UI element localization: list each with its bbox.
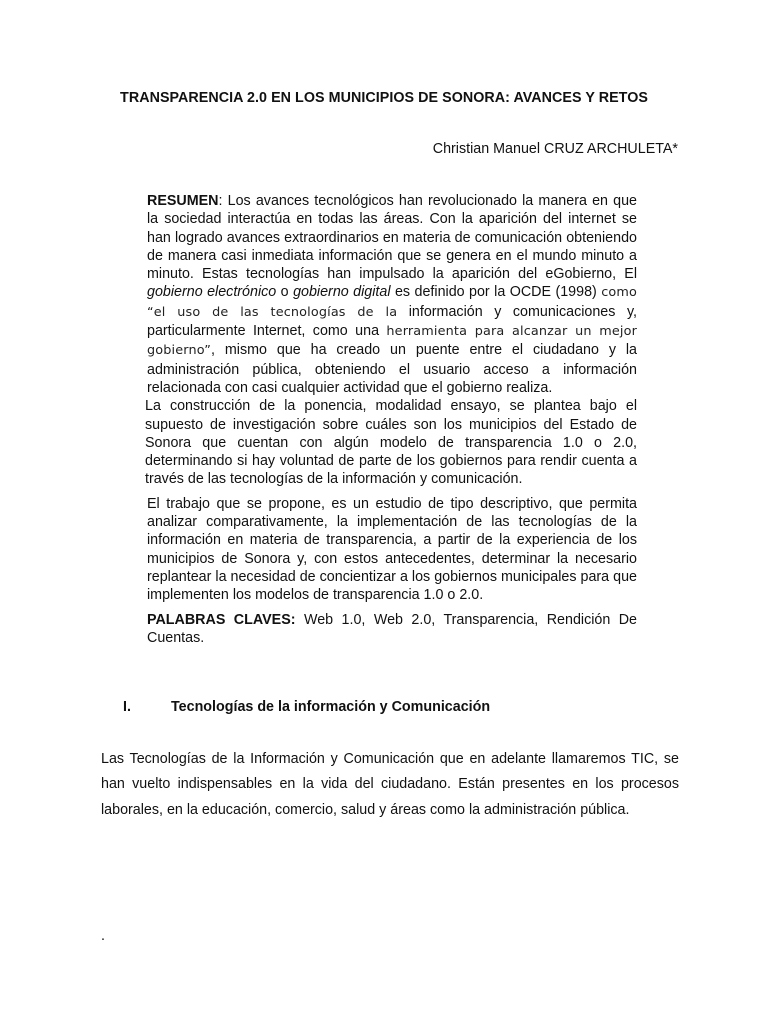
abstract-text: o [276, 284, 294, 301]
italic-term: gobierno digital [293, 284, 391, 301]
paper-title: TRANSPARENCIA 2.0 EN LOS MUNICIPIOS DE SONORA: AVANCES Y RETOS [120, 90, 648, 106]
abstract [147, 192, 637, 647]
keywords-text: Web 1.0, Web 2.0, Transparencia, Rendición De Cuentas. [147, 611, 638, 646]
abstract-paragraph-1 [147, 192, 637, 397]
author-name: Christian Manuel CRUZ ARCHULETA* [432, 141, 678, 157]
page-dot: . [101, 928, 105, 944]
body-text [101, 747, 679, 823]
abstract-text: : Los avances tecnológicos han revolucionado la manera en que la sociedad interactúa en todas las áreas. Con la aparición del internet se han logrado avances extraordinarios en materia de comunicación obteniendo de manera casi inmediata información que se genera en el mundo minuto a minuto. Estas tecnologías han impulsado la aparición del eGobierno, El [147, 193, 637, 283]
section-heading [123, 699, 490, 715]
section-number: I. [123, 699, 131, 715]
abstract-paragraph-2: La construcción de la ponencia, modalidad ensayo, se plantea bajo el supuesto de investigación sobre cuáles son los municipios del Estado de Sonora que cuentan con algún modelo de transparencia 1.0 o 2.0, determinando si hay voluntad de parte de los gobiernos para rendir cuenta a través de las tecnologías de la información y comunicación. [145, 398, 637, 488]
abstract-label: RESUMEN [147, 193, 219, 209]
abstract-text: , mismo que ha creado un puente entre el ciudadano y la administración pública, obteniendo el usuario acceso a información relacionada con casi cualquier actividad que el gobierno realiza. [147, 342, 637, 396]
quoted-definition: como “el uso de las tecnologías de la [147, 285, 637, 320]
keywords [147, 611, 637, 648]
italic-term: gobierno electrónico [147, 284, 277, 301]
body-paragraph: Las Tecnologías de la Información y Comunicación que en adelante llamaremos TIC, se han vuelto indispensables en la vida del ciudadano. Están presentes en los procesos laborales, en la educación, comercio, salud y áreas como la administración pública. [101, 751, 679, 818]
abstract-text: es definido por la OCDE (1998) [390, 284, 602, 301]
abstract-text: información y comunicaciones y, particularmente Internet, como una [147, 303, 638, 340]
quoted-definition: herramienta para alcanzar un mejor gobierno” [147, 324, 637, 359]
section-title: Tecnologías de la información y Comunicación [171, 699, 491, 715]
keywords-label: PALABRAS CLAVES: [147, 611, 296, 628]
abstract-paragraph-3: El trabajo que se propone, es un estudio de tipo descriptivo, que permita analizar comparativamente, la implementación de las tecnologías de la información en materia de transparencia, a partir de la experiencia de los municipios de Sonora y, con estos antecedentes, determinar la necesario replantear la necesidad de concientizar a los gobiernos municipales para que implementen los modelos de transparencia 1.0 o 2.0. [147, 495, 637, 604]
